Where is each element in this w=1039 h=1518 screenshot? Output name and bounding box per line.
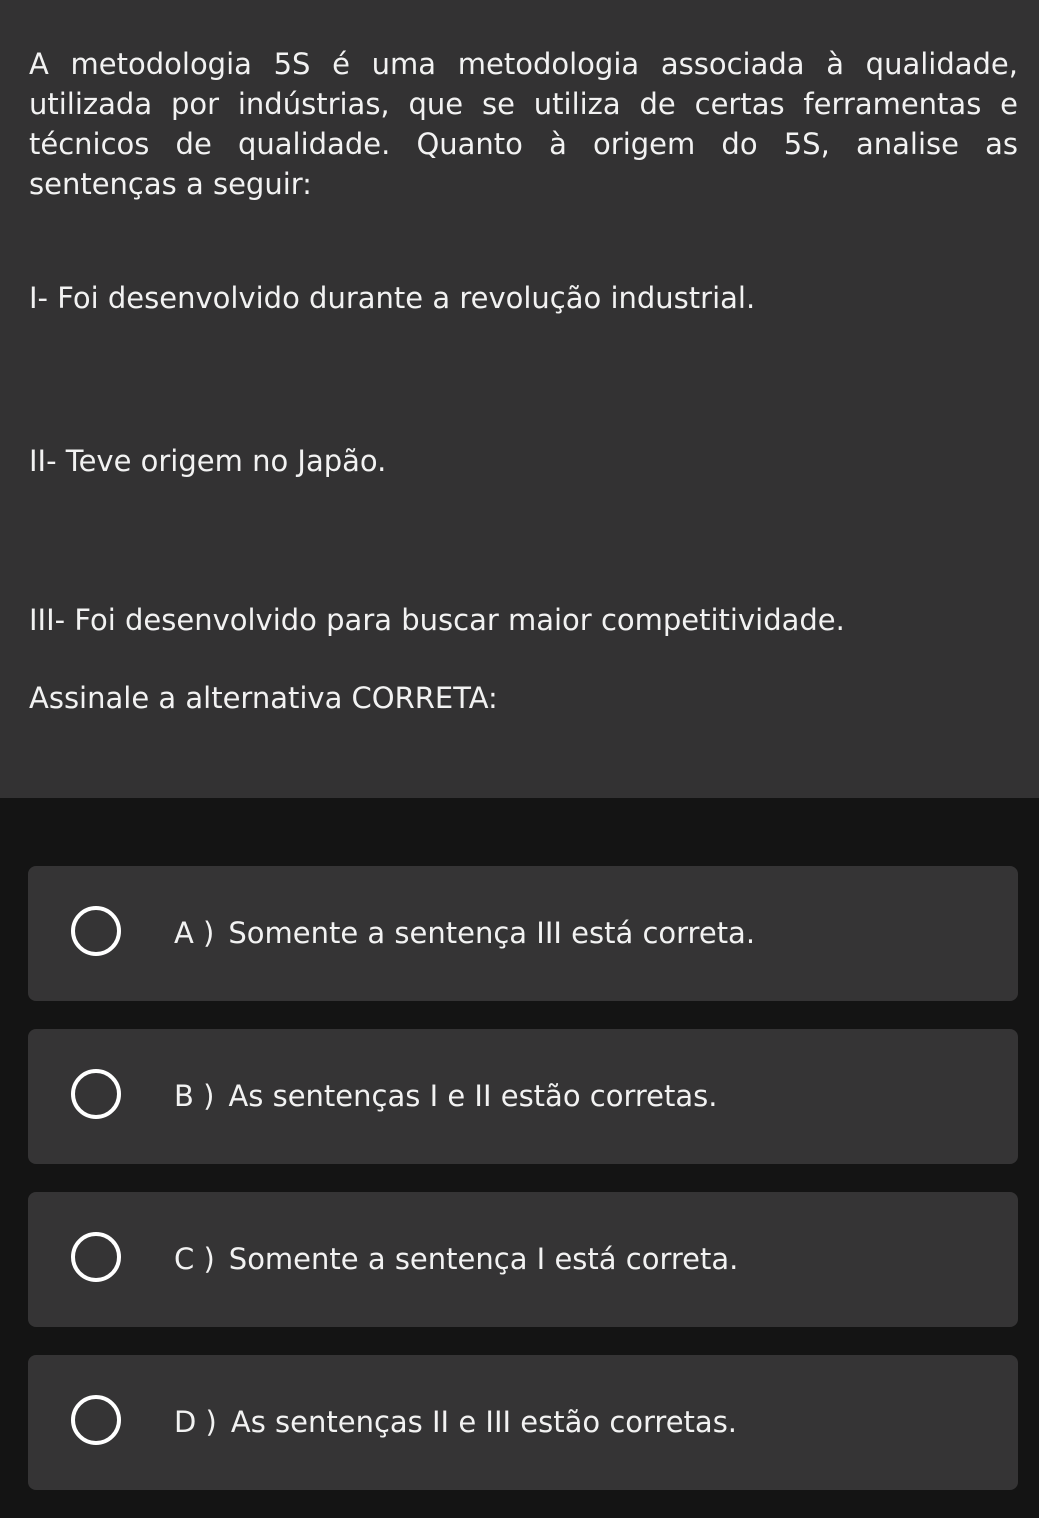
radio-circle-icon[interactable] [71, 1069, 121, 1119]
option-c[interactable] [28, 1192, 1018, 1327]
option-a[interactable] [28, 866, 1018, 1001]
option-d[interactable] [28, 1355, 1018, 1490]
option-text: Somente a sentença I está correta. [228, 1242, 739, 1276]
option-letter: C ) [174, 1242, 215, 1276]
option-letter: A ) [174, 916, 215, 950]
radio-circle-icon[interactable] [71, 1232, 121, 1282]
option-label [174, 1402, 737, 1442]
option-label [174, 913, 755, 953]
option-label [174, 1239, 738, 1279]
option-b[interactable] [28, 1029, 1018, 1164]
question-prompt: Assinale a alternativa CORRETA: [29, 681, 498, 715]
option-text: As sentenças I e II estão corretas. [228, 1079, 718, 1113]
radio-circle-icon[interactable] [71, 1395, 121, 1445]
option-letter: B ) [174, 1079, 215, 1113]
statement-1: I- Foi desenvolvido durante a revolução industrial. [29, 281, 756, 315]
statement-3: III- Foi desenvolvido para buscar maior competitividade. [29, 603, 845, 637]
option-label [174, 1076, 717, 1116]
option-text: Somente a sentença III está correta. [228, 916, 756, 950]
statement-2: II- Teve origem no Japão. [29, 444, 387, 478]
radio-circle-icon[interactable] [71, 906, 121, 956]
option-text: As sentenças II e III estão corretas. [230, 1405, 738, 1439]
question-intro: A metodologia 5S é uma metodologia associada à qualidade, utilizada por indústrias, que se utiliza de certas ferramentas e técnicos de qualidade. Quanto à origem do 5S, analise as sentenças a seguir: [29, 47, 1018, 201]
answer-options [28, 866, 1018, 1518]
option-letter: D ) [174, 1405, 217, 1439]
